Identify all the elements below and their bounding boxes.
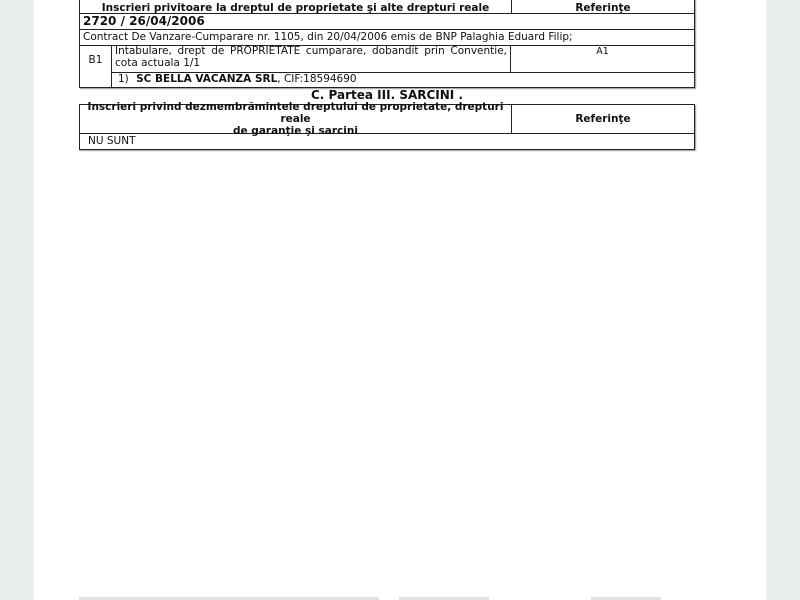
page-footer-clipped <box>79 595 695 600</box>
section-c-header-line1: Inscrieri privind dezmembrămintele dreptului de proprietate, drepturi reale <box>87 101 504 125</box>
owner-name: SC BELLA VACANZA SRL <box>136 73 278 85</box>
entry-b1 <box>80 46 694 87</box>
section-b-header-row <box>80 0 694 14</box>
section-b-table <box>79 0 695 88</box>
owner-index: 1) <box>118 73 129 85</box>
contract-description: Contract De Vanzare-Cumparare nr. 1105, din 20/04/2006 emis de BNP Palaghia Eduard Filip; <box>80 30 694 46</box>
section-c-header-row <box>80 101 694 137</box>
section-c-table <box>79 101 695 150</box>
section-c-value: NU SUNT <box>88 135 136 147</box>
section-c-header-referinte: Referinţe <box>575 113 631 125</box>
section-b-header-inscrieri: Inscrieri privitoare la dreptul de proprietate şi alte drepturi reale <box>80 0 512 14</box>
section-c-header-inscrieri <box>80 101 512 137</box>
entry-label: B1 <box>80 46 112 87</box>
registration-number: 2720 / 26/04/2006 <box>80 14 694 30</box>
entry-description: Intabulare, drept de PROPRIETATE cumparare, dobandit prin Conventie, cota actuala 1/1 <box>112 46 511 72</box>
section-c-header-line2: de garanţie şi sarcini <box>233 125 358 137</box>
section-b-header-referinte: Referinţe <box>575 2 631 14</box>
owner-cif: , CIF:18594690 <box>277 73 357 85</box>
owner-line <box>112 73 694 87</box>
section-c-title: C. Partea III. SARCINI . <box>311 88 463 102</box>
entry-reference: A1 <box>596 46 609 57</box>
